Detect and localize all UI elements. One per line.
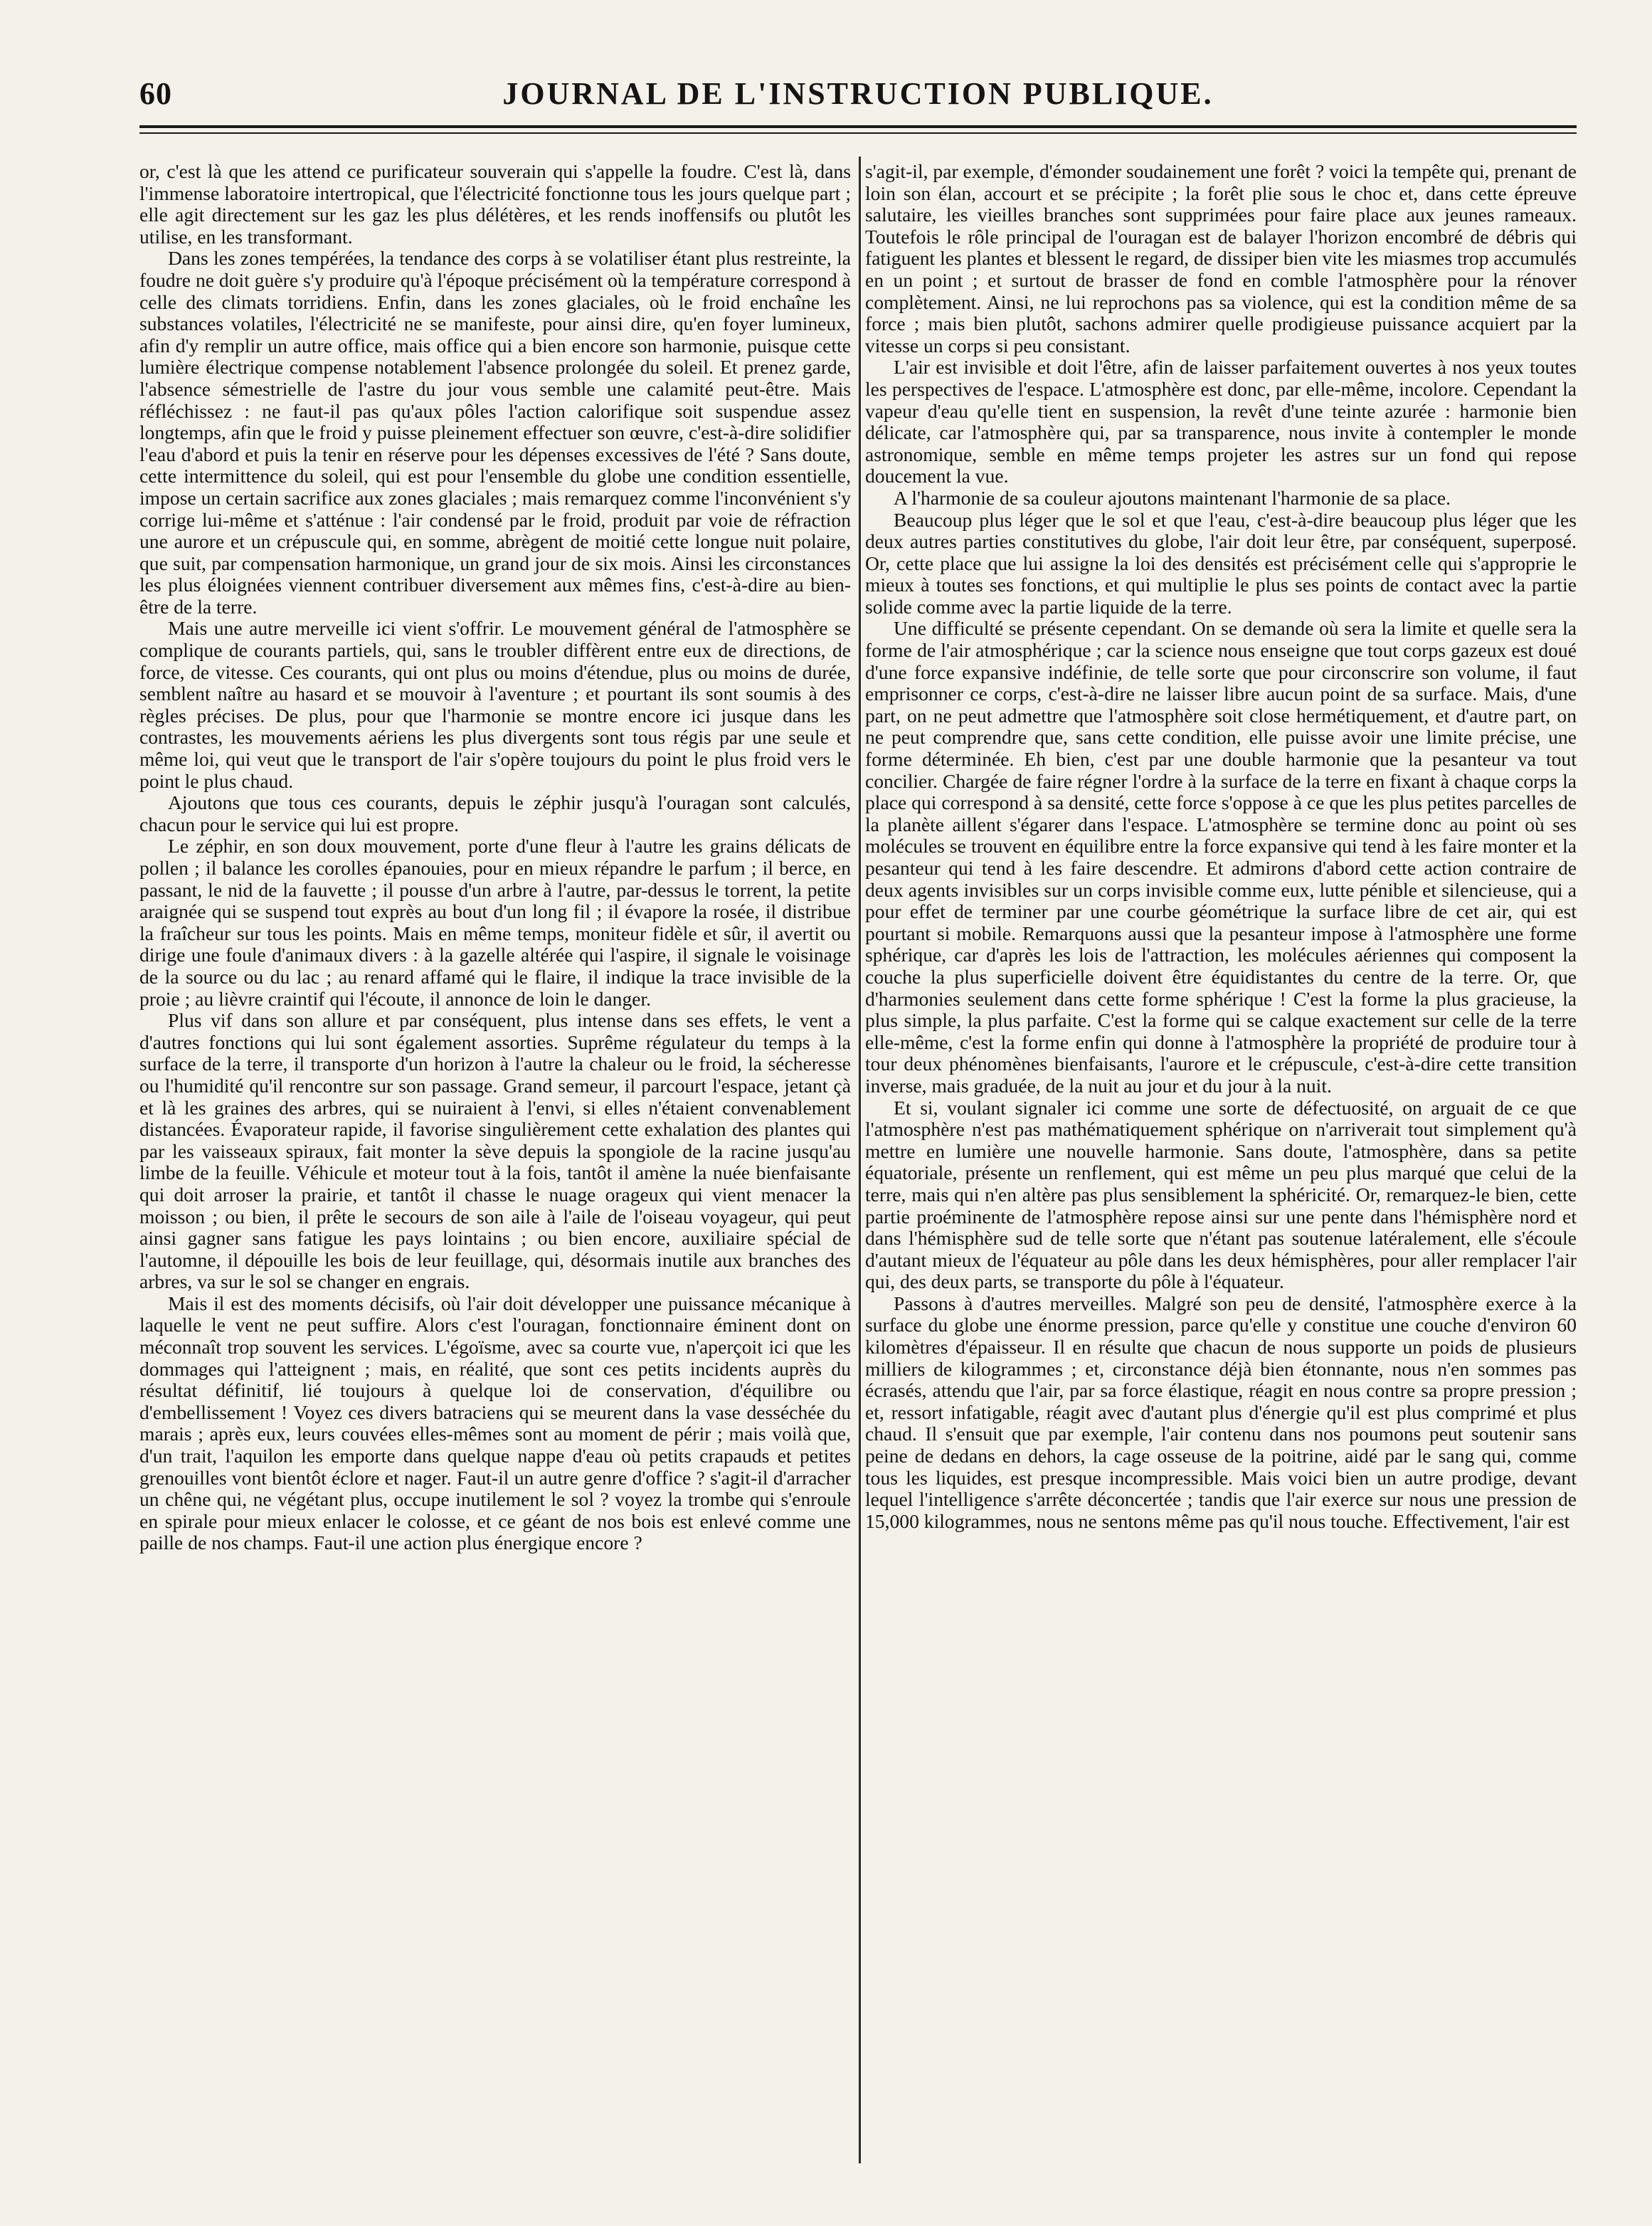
page-number: 60 xyxy=(139,76,172,111)
left-column xyxy=(139,161,851,2196)
paragraph: or, c'est là que les attend ce purificateur souverain qui s'appelle la foudre. C'est là, dans l'immense laboratoire intertropical, que l'électricité fonctionne tous les jours quelque part ; elle agit directement sur les gaz les plus délétères, et les rends inoffensifs ou plutôt les utilise, en les transformant. xyxy=(139,161,851,248)
paragraph: Mais il est des moments décisifs, où l'air doit développer une puissance mécanique à laquelle le vent ne peut suffire. Alors c'est l'ouragan, fonctionnaire éminent dont on méconnaît trop souvent les services. L'égoïsme, avec sa courte vue, n'aperçoit ici que les dommages qui l'atteignent ; mais, en réalité, que sont ces petits incidents auprès du résultat définitif, lié toujours à quelque loi de conservation, d'équilibre ou d'embellissement ! Voyez ces divers batraciens qui se meurent dans la vase desséchée du marais ; après eux, leurs couvées elles-mêmes sont au moment de périr ; mais voilà que, d'un trait, l'aquilon les emporte dans quelque nappe d'eau où petits crapauds et petites grenouilles vont bientôt éclore et nager. Faut-il un autre genre d'office ? s'agit-il d'arracher un chêne qui, ne végétant plus, occupe inutilement le sol ? voyez la trombe qui s'enroule en spirale pour mieux enlacer le colosse, et ce géant de nos bois est enlevé comme une paille de nos champs. Faut-il une action plus énergique encore ? xyxy=(139,1292,851,1554)
paragraph: L'air est invisible et doit l'être, afin de laisser parfaitement ouvertes à nos yeux toutes les perspectives de l'espace. L'atmosphère est donc, par elle-même, incolore. Cependant la vapeur d'eau qu'elle tient en suspension, la revêt d'une teinte azurée : harmonie bien délicate, car l'atmosphère qui, par sa transparence, nous invite à contempler le monde astronomique, semble en même temps projeter les astres sur un fond qui repose doucement la vue. xyxy=(865,356,1577,487)
page-header xyxy=(139,75,1577,121)
paragraph: Le zéphir, en son doux mouvement, porte d'une fleur à l'autre les grains délicats de pollen ; il balance les corolles épanouies, pour en mieux répandre le parfum ; il berce, en passant, le nid de la fauvette ; il pousse d'un arbre à l'autre, par-dessus le torrent, la petite araignée qui se suspend tout exprès au bout d'un long fil ; il évapore la rosée, il distribue la fraîcheur sur tous les points. Mais en même temps, moniteur fidèle et sûr, il avertit ou dirige une foule d'animaux divers : à la gazelle altérée qui l'aspire, il signale le voisinage de la source ou du lac ; au renard affamé qui le flaire, il indique la trace invisible de la proie ; au lièvre craintif qui l'écoute, il annonce de loin le danger. xyxy=(139,835,851,1010)
paragraph: Une difficulté se présente cependant. On se demande où sera la limite et quelle sera la forme de l'air atmosphérique ; car la science nous enseigne que tout corps gazeux est doué d'une force expansive indéfinie, de telle sorte que pour circonscrire son volume, il faut emprisonner ce corps, c'est-à-dire ne laisser libre aucun point de sa surface. Mais, d'une part, on ne peut admettre que l'atmosphère soit close hermétiquement, et d'autre part, on ne peut comprendre que, sans cette condition, elle puisse avoir une limite précise, une forme déterminée. Eh bien, c'est par une double harmonie que la pesanteur va tout concilier. Chargée de faire régner l'ordre à la surface de la terre en fixant à chaque corps la place qui correspond à sa densité, cette force s'oppose à ce que les plus petites parcelles de la planète aillent s'égarer dans l'espace. L'atmosphère se termine donc au point où ses molécules se trouvent en équilibre entre la force expansive qui tend à les faire monter et la pesanteur qui tend à les faire descendre. Et admirons d'abord cette action contraire de deux agents invisibles sur un corps invisible comme eux, lutte pénible et silencieuse, qui a pour effet de terminer par une courbe géométrique la surface libre de cet air, qui est pourtant si mobile. Remarquons aussi que la pesanteur impose à l'atmosphère une forme sphérique, car d'après les lois de l'attraction, les molécules aériennes qui composent la couche la plus superficielle doivent être équidistantes du centre de la terre. Or, que d'harmonies seulement dans cette forme sphérique ! C'est la forme la plus gracieuse, la plus simple, la plus parfaite. C'est la forme qui se calque exactement sur celle de la terre elle-même, c'est la forme enfin qui donne à l'atmosphère la propriété de produire tour à tour deux phénomènes bienfaisants, l'aurore et le crépuscule, c'est-à-dire cette transition inverse, mais graduée, de la nuit au jour et du jour à la nuit. xyxy=(865,617,1577,1097)
right-column xyxy=(865,161,1577,2196)
header-rule xyxy=(139,125,1577,134)
paragraph: s'agit-il, par exemple, d'émonder soudainement une forêt ? voici la tempête qui, prenant de loin son élan, accourt et se précipite ; la forêt plie sous le choc et, dans cette épreuve salutaire, les vieilles branches sont supprimées pour faire place aux jeunes rameaux. Toutefois le rôle principal de l'ouragan est de balayer l'horizon encombré de débris qui fatiguent les plantes et blessent le regard, de dissiper bien vite les miasmes trop accumulés en un point ; et surtout de brasser de fond en comble l'atmosphère pour la rénover complètement. Ainsi, ne lui reprochons pas sa violence, qui est la condition même de sa force ; mais bien plutôt, sachons admirer quelle prodigieuse puissance acquiert par la vitesse un corps si peu consistant. xyxy=(865,161,1577,357)
paragraph: Et si, voulant signaler ici comme une sorte de défectuosité, on arguait de ce que l'atmosphère n'est pas mathématiquement sphérique on n'arriverait tout simplement qu'à mettre en lumière une nouvelle harmonie. Sans doute, l'atmosphère, dans sa petite équatoriale, présente un renflement, qui est même un peu plus marqué que celui de la terre, mais qui n'en altère pas plus sensiblement la sphéricité. Or, remarquez-le bien, cette partie proéminente de l'atmosphère repose ainsi sur une pente dans l'hémisphère nord et dans l'hémisphère sud de telle sorte que n'étant pas soutenue latéralement, elle s'écoule d'autant mieux de l'équateur au pôle dans les deux hémisphères, pour aller remplacer l'air qui, des deux parts, se transporte du pôle à l'équateur. xyxy=(865,1096,1577,1293)
column-divider xyxy=(859,157,861,2163)
journal-title: JOURNAL DE L'INSTRUCTION PUBLIQUE. xyxy=(502,76,1214,111)
paragraph: Mais une autre merveille ici vient s'offrir. Le mouvement général de l'atmosphère se complique de courants partiels, qui, sans le troubler diffèrent entre eux de directions, de force, de vitesse. Ces courants, qui ont plus ou moins d'étendue, plus ou moins de durée, semblent naître au hasard et se mouvoir à l'aventure ; et pourtant ils sont soumis à des règles précises. De plus, pour que l'harmonie se montre encore ici jusque dans les contrastes, les mouvements aériens les plus divergents sont tous régis par une seule et même loi, qui veut que le transport de l'air s'opère toujours du point le plus froid vers le point le plus chaud. xyxy=(139,617,851,792)
paragraph: Passons à d'autres merveilles. Malgré son peu de densité, l'atmosphère exerce à la surface du globe une énorme pression, parce qu'elle y constitue une couche d'environ 60 kilomètres d'épaisseur. Il en résulte que chacun de nous supporte un poids de plusieurs milliers de kilogrammes ; et, circonstance déjà bien étonnante, nous n'en sommes pas écrasés, attendu que l'air, par sa force élastique, réagit en nous contre sa propre pression ; et, ressort infatigable, réagit avec d'autant plus d'énergie qu'il est plus comprimé et plus chaud. Il s'ensuit que par exemple, l'air contenu dans nos poumons peut soutenir sans peine de dedans en dehors, la cage osseuse de la poitrine, aidé par le sang qui, comme tous les liquides, est presque incompressible. Mais voici bien un autre prodige, devant lequel l'intelligence s'arrête déconcertée ; tandis que l'air exerce sur nous une pression de 15,000 kilogrammes, nous ne sentons même pas qu'il nous touche. Effectivement, l'air est xyxy=(865,1292,1577,1532)
paragraph: Plus vif dans son allure et par conséquent, plus intense dans ses effets, le vent a d'autres fonctions qui lui sont également assorties. Suprême régulateur du temps à la surface de la terre, il transporte d'un horizon à l'autre la chaleur ou le froid, la sécheresse ou l'humidité qu'il rencontre sur son passage. Grand semeur, il parcourt l'espace, jetant çà et là les graines des arbres, qui se nuiraient à l'envi, si elles n'étaient convenablement distancées. Évaporateur rapide, il favorise singulièrement cette exhalation des plantes qui par les vaisseaux spiraux, fait monter la sève depuis la spongiole de la racine jusqu'au limbe de la feuille. Véhicule et moteur tout à la fois, tantôt il amène la nuée bienfaisante qui doit arroser la prairie, et tantôt il chasse le nuage orageux qui vient menacer la moisson ; ou bien, il prête le secours de son aile à l'aile de l'oiseau voyageur, qui peut ainsi gagner sans fatigue les pays lointains ; ou bien encore, auxiliaire spécial de l'automne, il dépouille les bois de leur feuillage, qui, désormais inutile aux branches des arbres, va sur le sol se changer en engrais. xyxy=(139,1009,851,1293)
paragraph: Beaucoup plus léger que le sol et que l'eau, c'est-à-dire beaucoup plus léger que les deux autres parties constitutives du globe, l'air doit leur être, par conséquent, superposé. Or, cette place que lui assigne la loi des densités est précisément celle qui s'approprie le mieux à toutes ses fonctions, et qui multiplie le plus ses points de contact avec la partie solide comme avec la partie liquide de la terre. xyxy=(865,508,1577,618)
paragraph: Dans les zones tempérées, la tendance des corps à se volatiliser étant plus restreinte, la foudre ne doit guère s'y produire qu'à l'époque précisément où la température correspond à celle des climats torridiens. Enfin, dans les zones glaciales, où le froid enchaîne les substances volatiles, l'électricité ne se manifeste, pour ainsi dire, qu'en foyer lumineux, afin d'y remplir un autre office, mais office qui a bien encore son harmonie, puisque cette lumière électrique compense notablement l'absence prolongée du soleil. Et prenez garde, l'absence sémestrielle de l'astre du jour vous semble une calamité peut-être. Mais réfléchissez : ne faut-il pas qu'aux pôles l'action calorifique soit suspendue assez longtemps, afin que le froid y puisse pleinement effectuer son œuvre, c'est-à-dire solidifier l'eau d'abord et puis la tenir en réserve pour les dépenses excessives de l'été ? Sans doute, cette intermittence du soleil, qui est pour l'ensemble du globe une condition essentielle, impose un certain sacrifice aux zones glaciales ; mais remarquez comme l'inconvénient s'y corrige lui-même et s'atténue : l'air condensé par le froid, produit par voie de réfraction une aurore et un crépuscule qui, en somme, abrègent de moitié cette longue nuit polaire, que suit, par compensation harmonique, un grand jour de six mois. Ainsi les circonstances les plus éloignées viennent contribuer diversement aux mêmes fins, c'est-à-dire au bien-être de la terre. xyxy=(139,247,851,618)
paragraph: Ajoutons que tous ces courants, depuis le zéphir jusqu'à l'ouragan sont calculés, chacun pour le service qui lui est propre. xyxy=(139,791,851,835)
paragraph: A l'harmonie de sa couleur ajoutons maintenant l'harmonie de sa place. xyxy=(894,486,1451,509)
